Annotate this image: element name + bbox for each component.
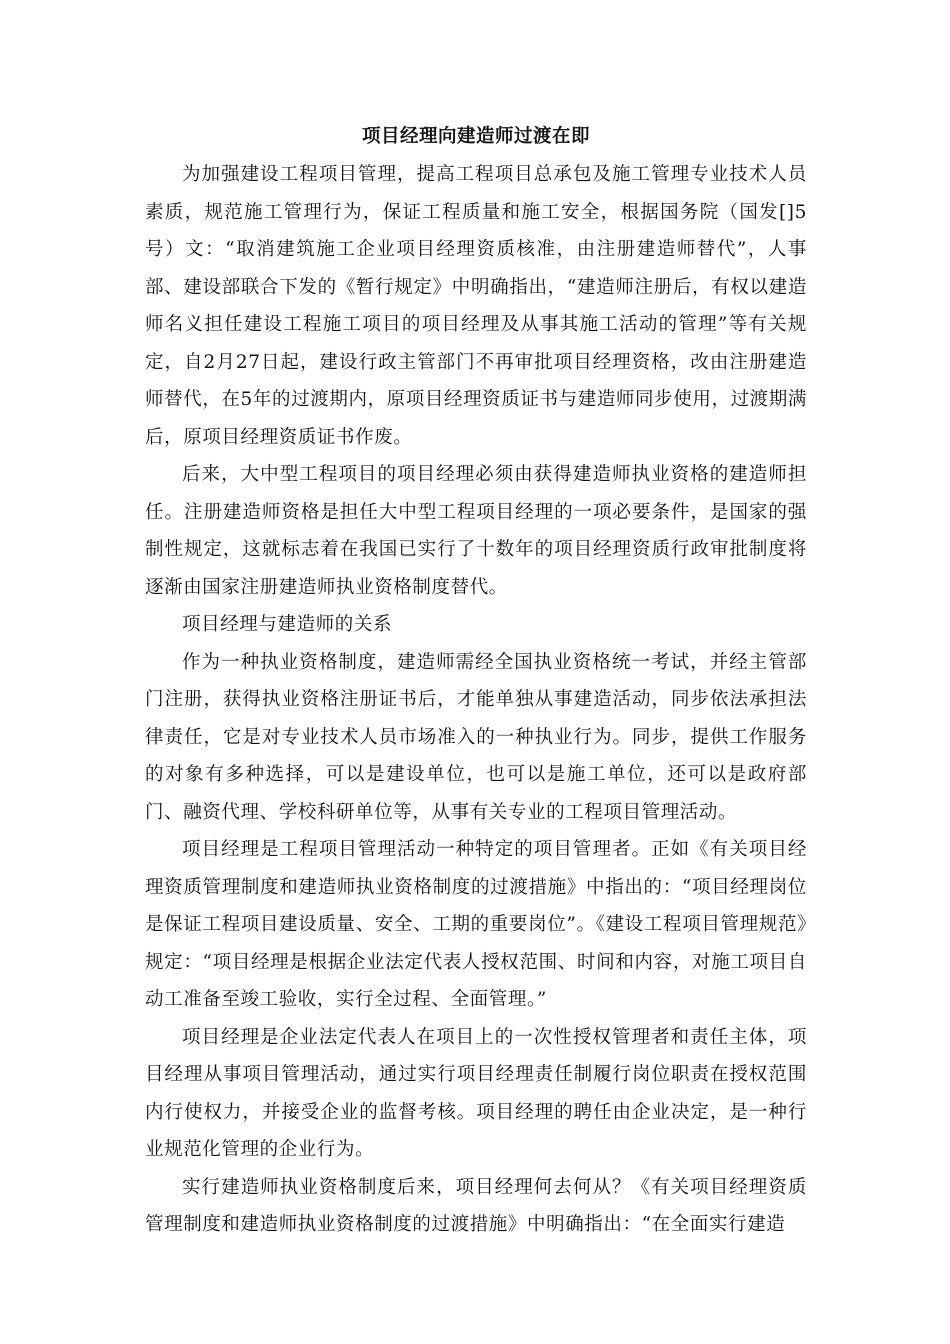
- document-title: 项目经理向建造师过渡在即: [361, 126, 590, 147]
- section-subheading: 项目经理与建造师的关系: [182, 614, 393, 635]
- paragraph-transition-question: 实行建造师执业资格制度后来，项目经理何去何从？《有关项目经理资质管理制度和建造师执业资格制度的过渡措施》中明确指出：“在全面实行建造: [145, 1176, 807, 1235]
- paragraph-intro: 为加强建设工程项目管理，提高工程项目总承包及施工管理专业技术人员素质，规范施工管理行为，保证工程质量和施工安全，根据国务院（国发[]5号）文：“取消建筑施工企业项目经理资质核准，由注册建造师替代”，人事部、建设部联合下发的《暂行规定》中明确指出，“建造师注册后，有权以建造师名义担任建设工程施工项目的项目经理及从事其施工活动的管理”等有关规定，自2月27日起，建设行政主管部门不再审批项目经理资格，改由注册建造师替代，在5年的过渡期内，原项目经理资质证书与建造师同步使用，过渡期满后，原项目经理资质证书作废。: [145, 164, 807, 448]
- paragraph-requirement: 后来，大中型工程项目的项目经理必须由获得建造师执业资格的建造师担任。注册建造师资格是担任大中型工程项目经理的一项必要条件，是国家的强制性规定，这就标志着在我国已实行了十数年的项目经理资质行政审批制度将逐渐由国家注册建造师执业资格制度替代。: [145, 464, 807, 598]
- document-page: [145, 118, 807, 1244]
- paragraph-project-manager-definition: 项目经理是工程项目管理活动一种特定的项目管理者。正如《有关项目经理资质管理制度和建造师执业资格制度的过渡措施》中指出的：“项目经理岗位是保证工程项目建设质量、安全、工期的重要岗位”。《建设工程项目管理规范》规定：“项目经理是根据企业法定代表人授权范围、时间和内容，对施工项目自动工准备至竣工验收，实行全过程、全面管理。”: [145, 839, 807, 1010]
- paragraph-constructor-role: 作为一种执业资格制度，建造师需经全国执业资格统一考试，并经主管部门注册，获得执业资格注册证书后，才能单独从事建造活动，同步依法承担法律责任，它是对专业技术人员市场准入的一种执业行为。同步，提供工作服务的对象有多种选择，可以是建设单位，也可以是施工单位，还可以是政府部门、融资代理、学校科研单位等，从事有关专业的工程项目管理活动。: [145, 651, 807, 823]
- paragraph-project-manager-authority: 项目经理是企业法定代表人在项目上的一次性授权管理者和责任主体，项目经理从事项目管理活动，通过实行项目经理责任制履行岗位职责在授权范围内行使权力，并接受企业的监督考核。项目经理的聘任由企业决定，是一种行业规范化管理的企业行为。: [145, 1026, 807, 1160]
